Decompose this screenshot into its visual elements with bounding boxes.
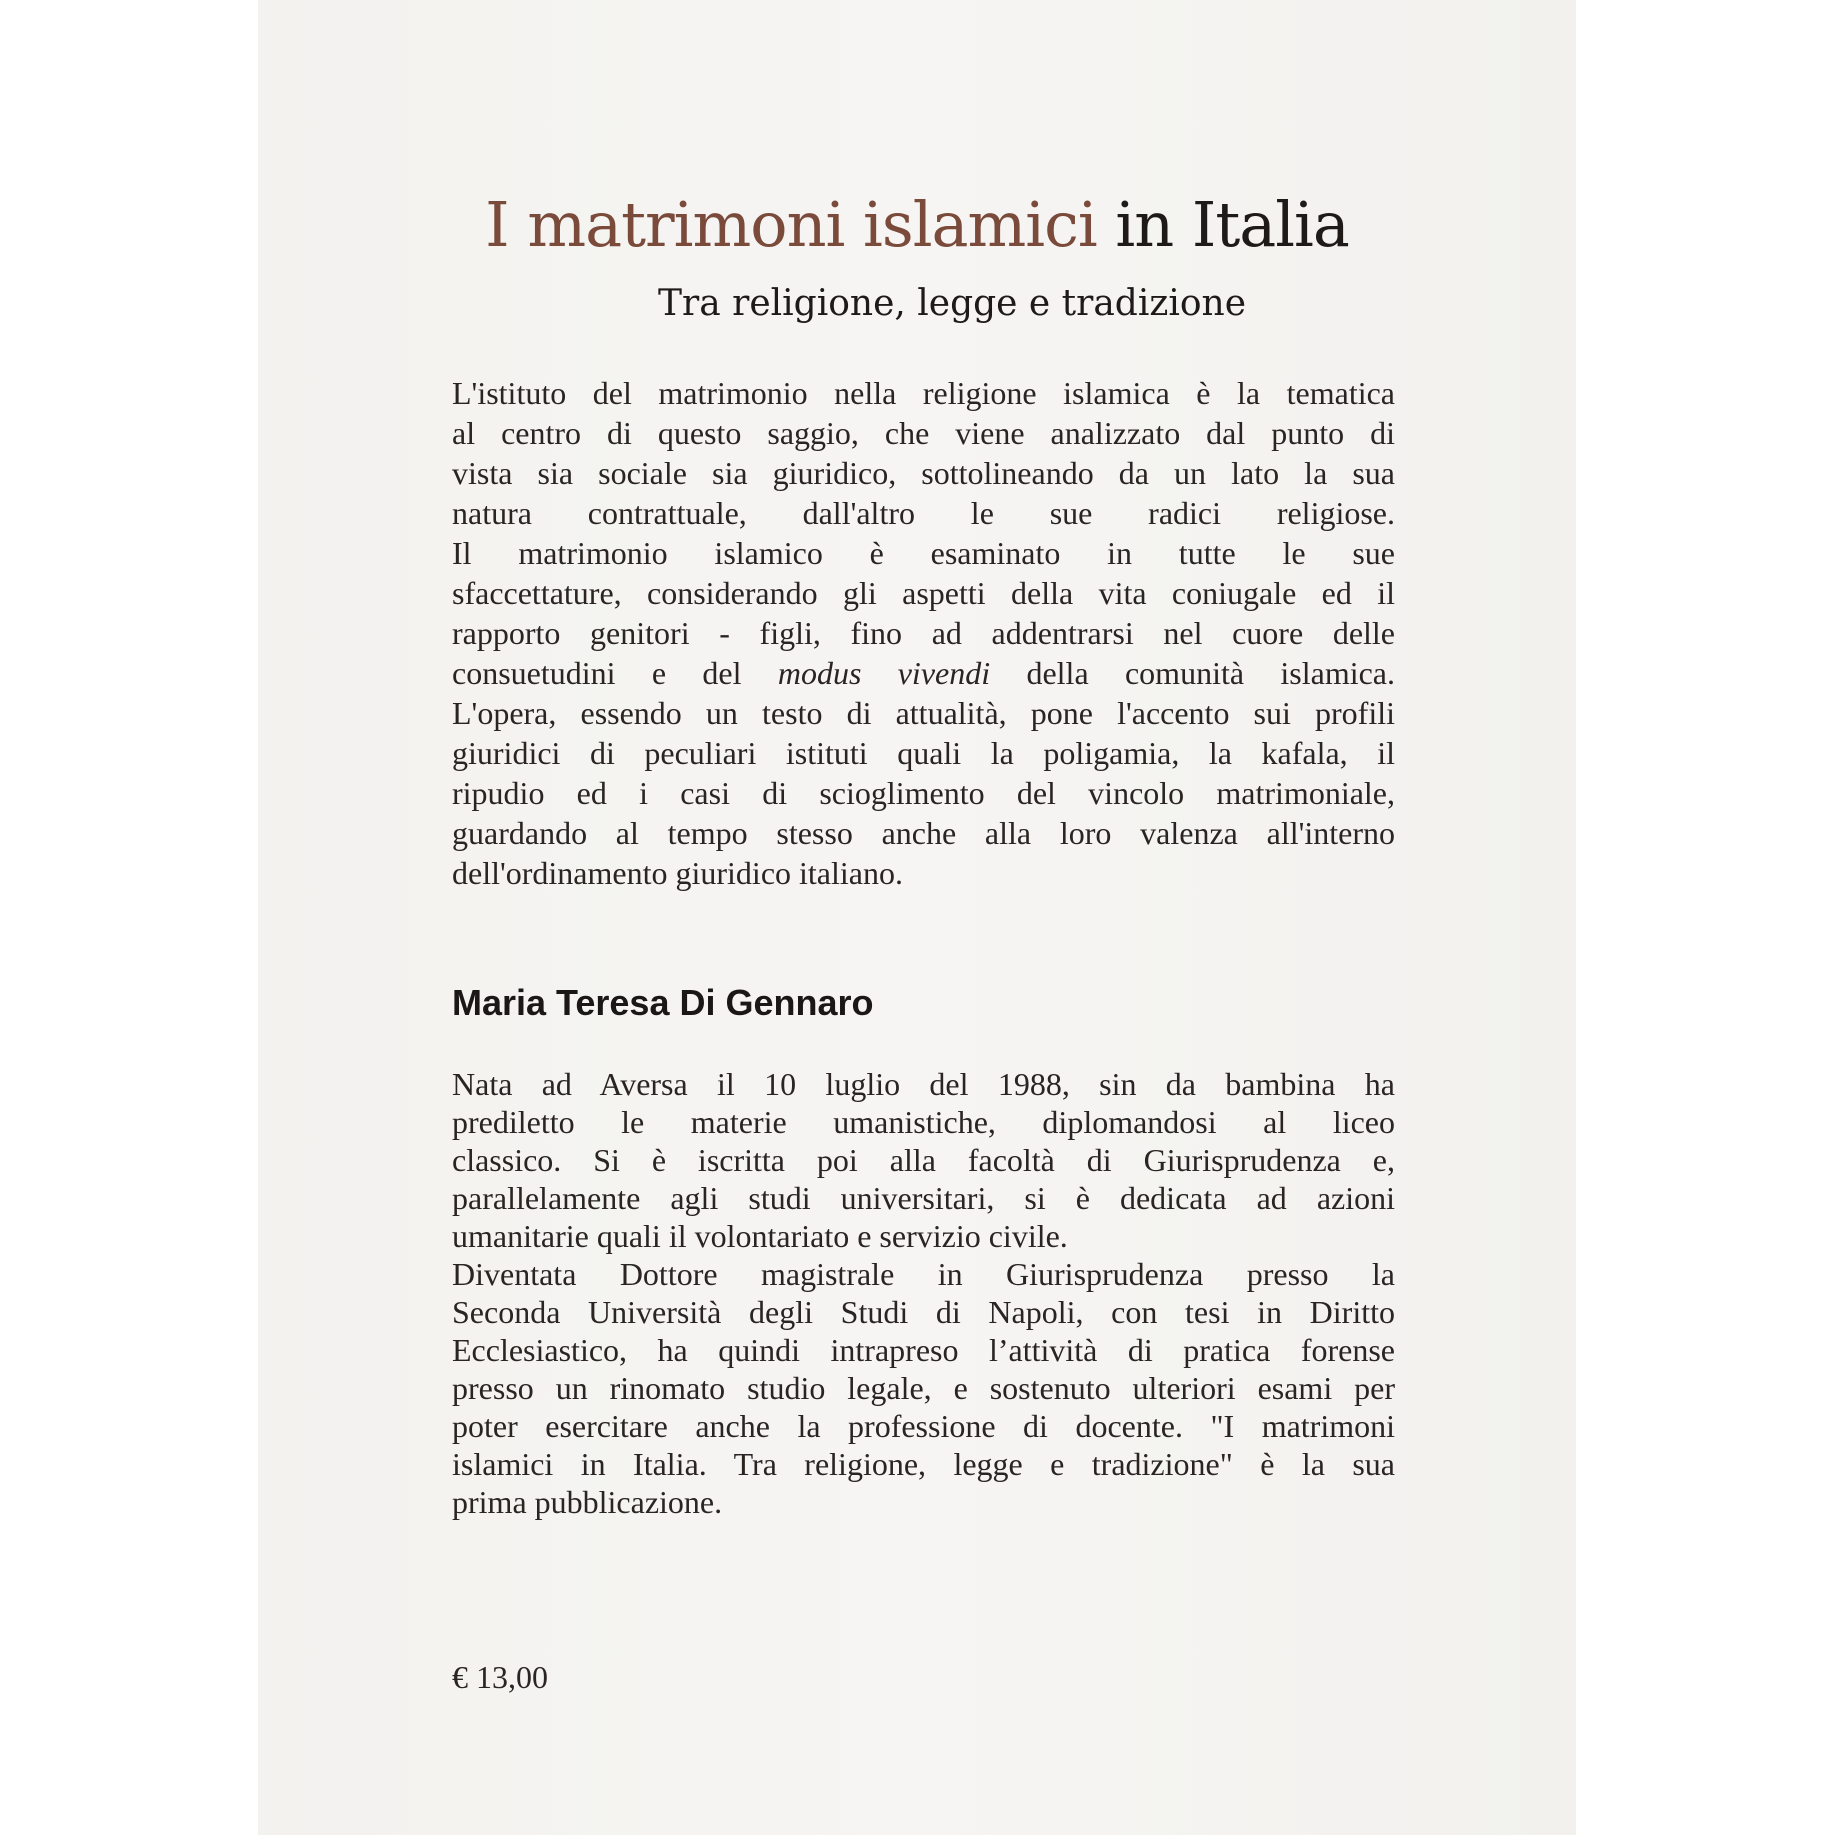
bio-line: poter esercitare anche la professione di docente. "I matrimoni (452, 1408, 1395, 1444)
bio-line: classico. Si è iscritta poi alla facoltà di Giurisprudenza e, (452, 1142, 1395, 1178)
abstract-line: Il matrimonio islamico è esaminato in tutte le sue (452, 535, 1395, 571)
price-label: € 13,00 (452, 1659, 548, 1695)
bio-line: prima pubblicazione. (452, 1484, 723, 1520)
book-subtitle: Tra religione, legge e tradizione (657, 283, 1247, 324)
bio-line: Nata ad Aversa il 10 luglio del 1988, sin da bambina ha (452, 1066, 1395, 1102)
abstract-line: consuetudini e del modus vivendi della comunità islamica. (452, 655, 1396, 691)
book-title (258, 188, 1576, 261)
book-title-part2: in Italia (1115, 188, 1349, 261)
abstract-line: sfaccettature, considerando gli aspetti della vita coniugale ed il (452, 575, 1395, 611)
abstract-line: rapporto genitori - figli, fino ad addentrarsi nel cuore delle (452, 615, 1395, 651)
bio-line: Seconda Università degli Studi di Napoli, con tesi in Diritto (452, 1294, 1395, 1330)
italic-phrase: modus vivendi (777, 655, 991, 691)
bio-line: umanitarie quali il volontariato e servizio civile. (452, 1218, 1068, 1254)
book-title-part1: I matrimoni islamici (485, 188, 1097, 261)
bio-line: prediletto le materie umanistiche, diplomandosi al liceo (452, 1104, 1395, 1140)
abstract-line: natura contrattuale, dall'altro le sue radici religiose. (452, 495, 1395, 531)
abstract-paragraph (452, 373, 1395, 893)
author-bio-paragraph (452, 1065, 1395, 1521)
abstract-line: vista sia sociale sia giuridico, sottolineando da un lato la sua (452, 455, 1395, 491)
abstract-line: guardando al tempo stesso anche alla loro valenza all'interno (452, 815, 1395, 851)
abstract-line: dell'ordinamento giuridico italiano. (452, 855, 903, 891)
author-name: Maria Teresa Di Gennaro (452, 982, 874, 1023)
bio-line: presso un rinomato studio legale, e sostenuto ulteriori esami per (452, 1370, 1395, 1406)
bio-line: Ecclesiastico, ha quindi intrapreso l’attività di pratica forense (452, 1332, 1395, 1368)
bio-line: parallelamente agli studi universitari, si è dedicata ad azioni (452, 1180, 1395, 1216)
book-back-cover (258, 0, 1576, 1835)
abstract-line: L'istituto del matrimonio nella religione islamica è la tematica (452, 375, 1395, 411)
abstract-line: L'opera, essendo un testo di attualità, pone l'accento sui profili (452, 695, 1395, 731)
abstract-line: ripudio ed i casi di scioglimento del vincolo matrimoniale, (452, 775, 1395, 811)
bio-line: islamici in Italia. Tra religione, legge e tradizione" è la sua (452, 1446, 1395, 1482)
abstract-line: giuridici di peculiari istituti quali la poligamia, la kafala, il (452, 735, 1395, 771)
bio-line: Diventata Dottore magistrale in Giurisprudenza presso la (452, 1256, 1395, 1292)
abstract-line: al centro di questo saggio, che viene analizzato dal punto di (452, 415, 1395, 451)
